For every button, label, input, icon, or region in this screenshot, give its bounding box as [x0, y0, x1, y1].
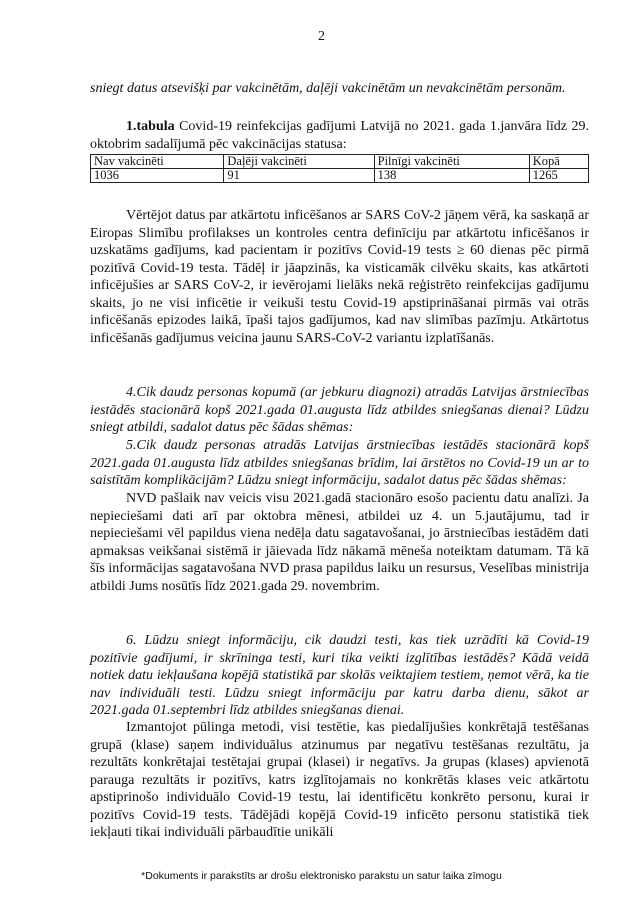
table-header-row — [91, 155, 589, 169]
table-caption — [90, 118, 589, 153]
table-cell: 91 — [224, 169, 374, 183]
intro-continuation: sniegt datus atsevišķi par vakcinētām, daļēji vakcinētām un nevakcinētām personām. — [90, 81, 566, 96]
table-row — [91, 169, 589, 183]
question-6: 6. Lūdzu sniegt informāciju, cik daudzi testi, kas tiek uzrādīti kā Covid-19 pozitīvie gadījumi, ir skrīninga testi, kuri tika veikti izglītības iestādēs? Kādā veidā notiek datu iekļaušana kopējā statistikā par skolās veiktajiem testiem, ņemot vērā, ka tie nav individuāli testi. Lūdzu sniegt informāciju par katru darba dienu, sākot ar 2021.gada 01.septembri līdz atbildes sniegšanas dienai. — [90, 633, 589, 718]
reinfection-table — [90, 154, 589, 183]
table-header-cell: Pilnīgi vakcinēti — [374, 155, 529, 169]
answer-4-5: NVD pašlaik nav veicis visu 2021.gadā stacionāro esošo pacientu datu analīzi. Ja nepieciešami dati arī par oktobra mēnesi, atbildei uz 4. un 5.jautājumu, tad ir nepieciešami vēl papildus viena nedēļa datu sagatavošanai, jo ārstniecības iestādēm dati apmaksas veikšanai sistēmā ir jāievada līdz nākamā mēneša noteiktam datumam. Tā kā šīs informācijas sagatavošana NVD prasa papildus laiku un resursus, Veselības ministrija atbildi Jums nosūtīs līdz 2021.gada 29. novembrim. — [90, 491, 589, 594]
question-5: 5.Cik daudz personas atradās Latvijas ārstniecības iestādēs stacionārā kopš 2021.gada 01.augusta līdz atbildes sniegšanas brīdim, lai ārstētos no Covid-19 un ar to saistītām komplikācijām? Lūdzu sniegt informāciju, sadalot datus pēc šādas shēmas: — [90, 438, 589, 488]
table-header-cell: Kopā — [529, 155, 588, 169]
table-caption-text: Covid-19 reinfekcijas gadījumi Latvijā no 2021. gada 1.janvāra līdz 29. oktobrim sadalījumā pēc vakcinācijas statusa: — [90, 119, 589, 152]
table-cell: 138 — [374, 169, 529, 183]
table-cell: 1265 — [529, 169, 588, 183]
table-header-cell: Nav vakcinēti — [91, 155, 224, 169]
answer-6: Izmantojot pūlinga metodi, visi testētie, kas piedalījušies konkrētajā testēšanas grupā (klase) saņem individuālus atzinumus par negatīvu testēšanas rezultātu, ja rezultāts konkrētajai testētajai grupai (klasei) ir negatīvs. Ja grupas (klases) apvienotā parauga rezultāts ir pozitīvs, katrs izglītojamais no konkrētās klases veic atkārtotu apstiprinošo individuālo Covid-19 testu, lai identificētu konkrēto personu, kurai ir pozitīvs Covid-19 tests. Tādējādi kopējā Covid-19 inficēto personu statistikā tiek iekļauti tikai individuāli pārbaudītie unikāli — [90, 720, 589, 840]
table-header-cell: Daļēji vakcinēti — [224, 155, 374, 169]
signature-footnote: *Dokuments ir parakstīts ar drošu elektronisko parakstu un satur laika zīmogu — [141, 870, 502, 882]
question-4: 4.Cik daudz personas kopumā (ar jebkuru diagnozi) atradās Latvijas ārstniecības iestādēs stacionārā kopš 2021.gada 01.augusta līdz atbildes sniegšanas dienai? Lūdzu sniegt atbildi, sadalot datus pēc šādas shēmas: — [90, 385, 589, 435]
page-number: 2 — [318, 29, 325, 44]
table-cell: 1036 — [91, 169, 224, 183]
table-caption-label: 1.tabula — [126, 119, 175, 134]
answer-reinfection: Vērtējot datus par atkārtotu inficēšanos ar SARS CoV-2 jāņem vērā, ka saskaņā ar Eiropas Slimību profilakses un kontroles centra definīciju par atkārtotu inficēšanos ir uzskatāms gadījums, kad pacientam ir pozitīvs Covid-19 tests ≥ 60 dienas pēc pirmā pozitīvā Covid-19 testa. Tādēļ ir jāapzinās, ka visticamāk cilvēku skaits, kas atkārtoti inficējušies ar SARS CoV-2, ir ievērojami lielāks nekā reģistrēto reinfekcijas gadījumu skaits, jo ne visi inficētie ir veikuši testu Covid-19 apstiprināšanai pirmās vai otrās inficēšanās epizodes laikā, īpaši tajos gadījumos, kad nav slimības pazīmju. Atkārtotus inficēšanās gadījumus veicina jaunu SARS-CoV-2 variantu izplatīšanās. — [90, 208, 589, 346]
